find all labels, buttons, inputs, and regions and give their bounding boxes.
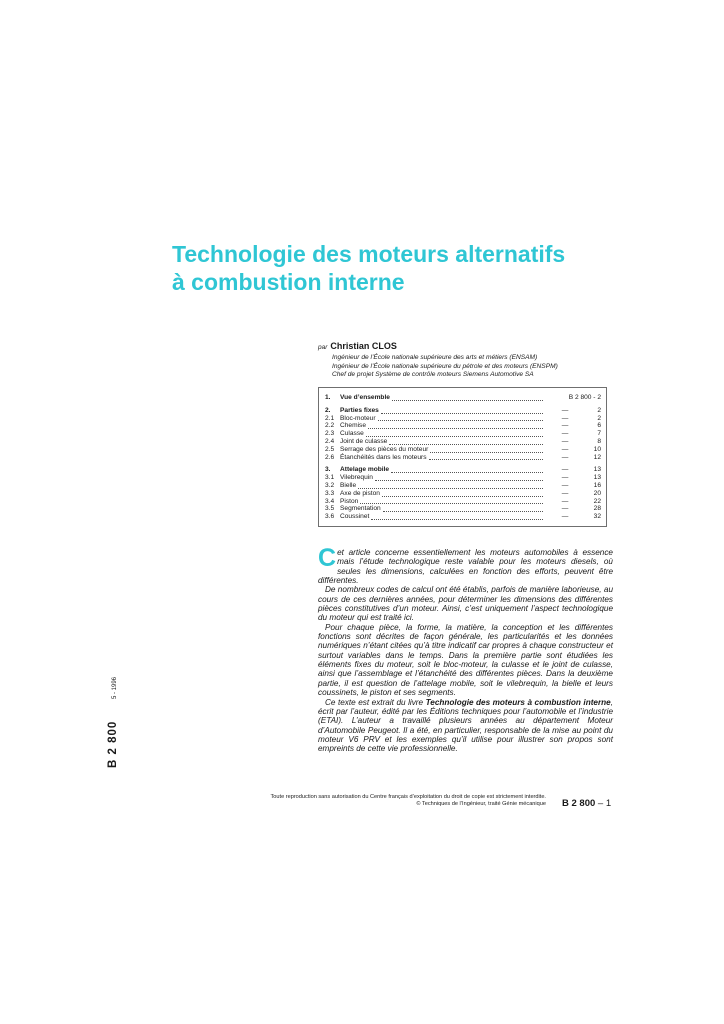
- toc-row: [325, 482, 601, 490]
- toc-row: [325, 513, 601, 521]
- toc-leader: [430, 447, 543, 453]
- paragraph: [318, 544, 613, 586]
- toc-row: [325, 438, 601, 446]
- toc-number: 3.6: [325, 513, 335, 521]
- toc-dash: —: [561, 406, 569, 414]
- toc-leader: [371, 514, 543, 520]
- toc-page: B 2 800 - 2: [568, 394, 601, 401]
- toc-leader: [375, 475, 543, 481]
- toc-page: 28: [593, 505, 601, 513]
- toc-dash: —: [561, 466, 569, 474]
- toc-page: 6: [597, 422, 601, 430]
- toc-number: 2.2: [325, 422, 335, 430]
- page-separator: –: [595, 798, 606, 809]
- toc-dash: —: [561, 453, 569, 461]
- document-code: B 2 800: [107, 720, 119, 768]
- copyright-notice: [190, 794, 546, 808]
- toc-row: [325, 422, 601, 430]
- toc-dash: —: [561, 414, 569, 422]
- toc-dash: —: [561, 422, 569, 430]
- toc-label: Axe de piston: [340, 489, 380, 497]
- toc-leader: [381, 408, 543, 414]
- drop-cap: C: [318, 544, 337, 572]
- toc-number: 2.: [325, 406, 331, 414]
- toc-leader: [391, 467, 543, 473]
- toc-label: Chemise: [340, 422, 367, 430]
- toc-number: 2.1: [325, 414, 335, 422]
- toc-page: 10: [593, 445, 601, 453]
- toc-page: 2: [597, 406, 601, 414]
- affiliation: Chef de projet Système de contrôle moteurs Siemens Automotive SA: [332, 371, 534, 379]
- affiliation: Ingénieur de l’École nationale supérieure des arts et métiers (ENSAM): [332, 354, 538, 361]
- byline: [318, 340, 648, 354]
- title-line-2: à combustion interne: [172, 269, 405, 295]
- toc-number: 3.1: [325, 474, 335, 482]
- toc-dash: —: [561, 505, 569, 513]
- toc-leader: [378, 415, 543, 421]
- book-title: Technologie des moteurs à combustion interne: [425, 697, 611, 707]
- toc-row: [325, 415, 601, 423]
- paragraph: De nombreux codes de calcul ont été établis, parfois de manière laborieuse, au cours de ces dernières années, pour déterminer les dimensions des différentes pièces constitutives d’un moteur. Ainsi, c’est uniquement l’aspect technologique du moteur qui est traité ici.: [318, 585, 613, 623]
- copyright-line: Toute reproduction sans autorisation du Centre français d’exploitation du droit de copie est strictement interdite.: [270, 794, 546, 800]
- toc-dash: —: [561, 513, 569, 521]
- toc-label: Piston: [340, 497, 359, 505]
- toc-number: 3.2: [325, 481, 335, 489]
- author-name: Christian CLOS: [330, 341, 397, 351]
- toc-leader: [389, 439, 543, 445]
- toc-leader: [429, 454, 544, 460]
- toc-row: [325, 474, 601, 482]
- toc-number: 3.: [325, 466, 331, 474]
- toc-leader: [366, 431, 543, 437]
- toc-label: Parties fixes: [340, 406, 379, 414]
- toc-label: Vilebrequin: [340, 474, 373, 482]
- toc-number: 3.4: [325, 497, 335, 505]
- toc-row: [325, 394, 601, 402]
- affiliation: Ingénieur de l’École nationale supérieure du pétrole et des moteurs (ENSPM): [332, 362, 558, 370]
- paragraph-text: et article concerne essentiellement les moteurs automobiles à essence mais l’étude technologique reste valable pour les moteurs diesels, où seules les dimensions, calculées en fonction des efforts, peuvent être différentes.: [318, 548, 613, 586]
- toc-row: [325, 430, 601, 438]
- toc-page: 32: [593, 513, 601, 521]
- toc-number: 3.5: [325, 505, 335, 513]
- toc-row: [325, 407, 601, 415]
- toc-leader: [368, 423, 543, 429]
- toc-label: Attelage mobile: [340, 466, 390, 474]
- toc-number: 3.3: [325, 489, 335, 497]
- toc-row: [325, 498, 601, 506]
- toc-label: Joint de culasse: [340, 437, 388, 445]
- toc-label: Bloc-moteur: [340, 414, 376, 422]
- toc-label: Étanchéités dans les moteurs: [340, 453, 427, 461]
- toc-row: [325, 490, 601, 498]
- toc-row: [325, 466, 601, 474]
- toc-dash: —: [561, 430, 569, 438]
- toc-row: [325, 505, 601, 513]
- publication-date: 5 - 1996: [112, 676, 118, 699]
- toc-dash: —: [561, 481, 569, 489]
- toc-label: Bielle: [340, 481, 357, 489]
- paragraph: [318, 698, 613, 754]
- toc-dash: —: [561, 437, 569, 445]
- toc-leader: [383, 506, 543, 512]
- toc-row: [325, 454, 601, 462]
- toc-leader: [392, 395, 543, 401]
- toc-page: 8: [597, 437, 601, 445]
- toc-number: 2.6: [325, 453, 335, 461]
- paragraph-text: Ce texte est extrait du livre: [325, 697, 426, 707]
- toc-page: 13: [593, 474, 601, 482]
- toc-leader: [382, 491, 543, 497]
- toc-leader: [360, 498, 543, 504]
- page-code: B 2 800: [562, 798, 596, 809]
- toc-number: 1.: [325, 394, 331, 401]
- paragraph-text: , écrit par l’auteur, édité par les Éditions techniques pour l’automobile et l’industrie (ETAI). L’auteur a travaillé plusieurs années au département Moteur d’Automobile Peugeot. Il a été, en particulier, responsable de la mise au point du moteur V6 PRV et les exemples qu’il utilise pour illustrer son propos sont empreints de cette vie professionnelle.: [318, 697, 613, 754]
- toc-number: 2.4: [325, 437, 335, 445]
- copyright-line: © Techniques de l’Ingénieur, traité Génie mécanique: [416, 801, 546, 808]
- toc-dash: —: [561, 445, 569, 453]
- paragraph: Pour chaque pièce, la forme, la matière, la conception et les différentes fonctions sont décrites de façon générale, les particularités et les données numériques n’étant citées qu’à titre indicatif car propres à chaque constructeur et surtout variables dans le temps. Dans la première partie sont étudiées les éléments fixes du moteur, soit le bloc-moteur, la culasse et le joint de culasse, ainsi que l’assemblage et l’étanchéité des différentes pièces. Dans la deuxième partie, il est question de l’attelage mobile, soit le vilebrequin, la bielle et leurs coussinets, le piston et ses segments.: [318, 622, 613, 698]
- toc-page: 20: [593, 489, 601, 497]
- toc-label: Coussinet: [340, 513, 370, 521]
- author-block: [318, 340, 648, 380]
- page-reference: [562, 798, 611, 809]
- toc-label: Segmentation: [340, 505, 381, 513]
- by-label: par: [318, 344, 328, 351]
- abstract: [318, 544, 613, 754]
- toc-label: Serrage des pièces du moteur: [340, 445, 429, 453]
- toc-page: 2: [597, 414, 601, 422]
- toc-row: [325, 446, 601, 454]
- toc-page: 12: [593, 453, 601, 461]
- toc-dash: —: [561, 489, 569, 497]
- toc-number: 2.3: [325, 430, 335, 438]
- toc-page: 7: [597, 430, 601, 438]
- article-title: [172, 240, 672, 296]
- toc-label: Vue d’ensemble: [340, 394, 390, 401]
- toc-label: Culasse: [340, 430, 364, 438]
- toc-leader: [358, 483, 543, 489]
- toc-dash: —: [561, 474, 569, 482]
- toc-page: 22: [593, 497, 601, 505]
- page-number: 1: [605, 798, 612, 809]
- toc-page: 16: [593, 481, 601, 489]
- title-line-1: Technologie des moteurs alternatifs: [172, 241, 566, 267]
- toc-dash: —: [561, 497, 569, 505]
- toc-number: 2.5: [325, 445, 335, 453]
- toc-page: 13: [593, 466, 601, 474]
- table-of-contents: [318, 387, 607, 527]
